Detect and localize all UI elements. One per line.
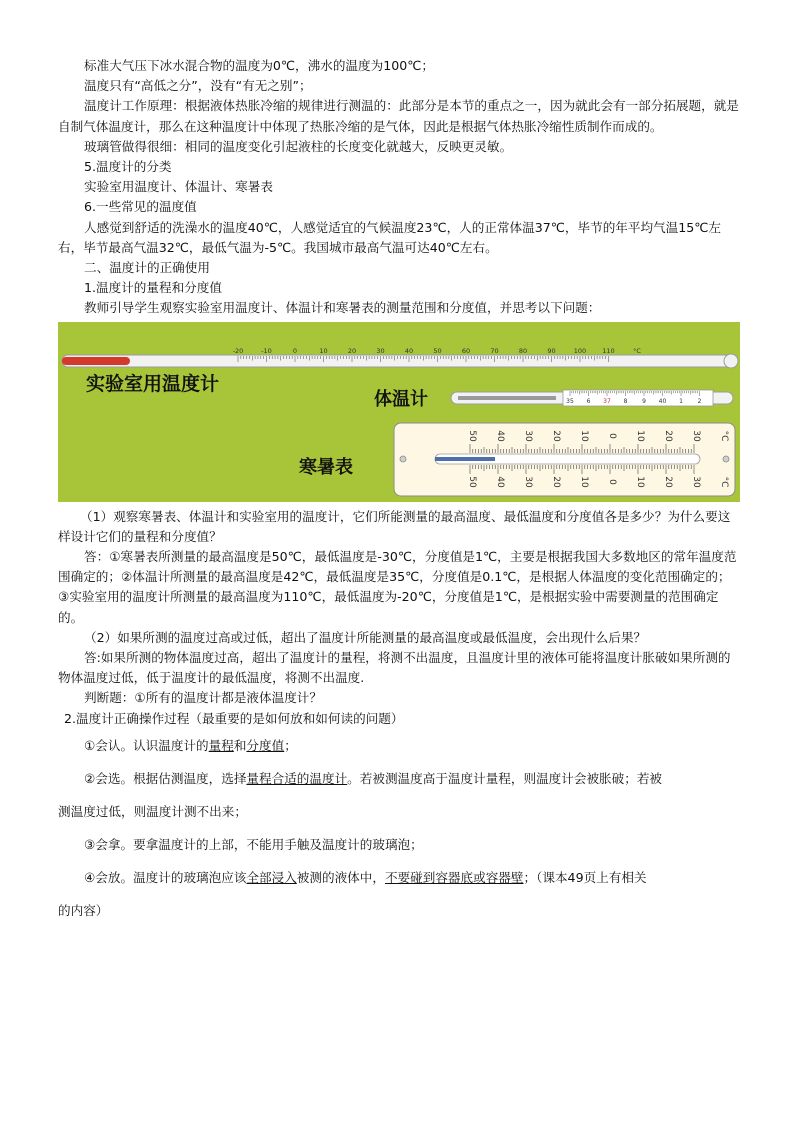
question-2: （2）如果所测的温度过高或过低，超出了温度计所能测量的最高温度或最低温度，会出现什么后果？ [84, 629, 647, 645]
lab-scale-label: 10 [319, 346, 328, 355]
lab-scale-label: 50 [433, 346, 442, 355]
lab-thermometer-label: 实验室用温度计 [86, 372, 220, 395]
thermometer-illustration [58, 322, 740, 502]
suitable-range-term: 量程合适的温度计 [246, 770, 348, 786]
weather-scale-label-bottom: 30 [523, 475, 533, 488]
lab-scale-label: 110 [602, 346, 615, 355]
clinical-scale-label: 9 [642, 397, 646, 405]
no-touch-term: 不要碰到容器底或容器壁 [384, 869, 524, 885]
section-heading: 2.温度计正确操作过程（最重要的是如何放和如何读的问题） [64, 710, 404, 726]
step-4-continued: 的内容） [58, 902, 109, 918]
weather-scale-label-bottom: °C [719, 476, 729, 488]
lab-thermometer [62, 347, 738, 368]
answer-2: 答:如果所测的物体温度过高，超出了温度计的量程，将测不出温度，且温度计里的液体可能将温度计胀破如果所测的物体温度过低，低于温度计的最低温度，将测不出温度. [58, 650, 731, 686]
paragraph: 教师引导学生观察实验室用温度计、体温计和寒暑表的测量范围和分度值，并思考以下问题： [84, 300, 601, 316]
lab-scale-label: 90 [547, 346, 556, 355]
section-heading: 5.温度计的分类 [84, 159, 172, 175]
paragraph: 温度计工作原理：根据液体热胀冷缩的规律进行测温的：此部分是本节的重点之一，因为就此会有一部分拓展题，就是自制气体温度计，那么在这种温度计中体现了热胀冷缩的是气体，因此是根据气体热胀冷缩性质制作而成的。 [58, 98, 739, 134]
clinical-scale-label: 6 [586, 397, 591, 405]
weather-thermometer [394, 423, 735, 496]
clinical-thermometer-label: 体温计 [374, 388, 428, 410]
clinical-scale-label: 40 [658, 397, 667, 405]
answer-1: 答：①寒暑表所测量的最高温度是50℃，最低温度是-30℃，分度值是1℃，主要是根据我国大多数地区的常年温度范围确定的；②体温计所测量的最高温度是42℃，最低温度是35℃，分度值是0.1℃，是根据人体温度的变化范围确定的；③实验室用的温度计所测量的最高温度为110℃，最低温度为-20℃，分度值是1℃，是根据实验中需要测量的范围确定的。 [58, 549, 737, 625]
weather-scale-label-top: 20 [663, 429, 673, 442]
question-1: （1）观察寒暑表、体温计和实验室用的温度计，它们所能测量的最高温度、最低温度和分度值各是多少？为什么要这样设计它们的量程和分度值？ [58, 508, 731, 544]
weather-scale-label-bottom: 50 [467, 475, 477, 488]
division-term: 分度值 [246, 737, 285, 753]
weather-scale-label-top: 30 [691, 429, 701, 442]
step-2: ②会选。根据估测温度，选择量程合适的温度计。若被测温度高于温度计量程，则温度计会被胀破；若被 [84, 770, 663, 786]
weather-scale-label-bottom: 10 [579, 475, 589, 488]
weather-scale-label-top: 20 [551, 429, 561, 442]
paragraph: 实验室用温度计、体温计、寒暑表 [84, 179, 273, 195]
section-heading: 6.一些常见的温度值 [84, 199, 197, 215]
range-term: 量程 [208, 737, 234, 753]
weather-scale-label-bottom: 30 [691, 475, 701, 488]
weather-scale-label-top: 10 [579, 429, 589, 442]
lab-scale-label: 20 [347, 346, 357, 355]
lab-scale-label: 60 [461, 346, 471, 355]
weather-scale-label-top: 0 [607, 432, 617, 439]
lab-scale-label: -20 [232, 346, 244, 355]
lab-scale-label: 30 [376, 346, 385, 355]
section-heading: 1.温度计的量程和分度值 [84, 280, 222, 296]
weather-scale-label-bottom: 40 [495, 475, 505, 488]
weather-scale-label-bottom: 20 [663, 475, 673, 488]
clinical-scale-label: 1 [679, 397, 683, 405]
weather-thermometer-label: 寒暑表 [299, 456, 353, 478]
clinical-scale-label: 37 [603, 397, 611, 405]
lab-scale-label: 70 [490, 346, 499, 355]
weather-scale-label-bottom: 20 [551, 475, 561, 488]
paragraph: 标准大气压下冰水混合物的温度为0℃，沸水的温度为100℃； [84, 58, 434, 73]
clinical-scale-label: 8 [623, 397, 628, 405]
step-3: ③会拿。要拿温度计的上部，不能用手触及温度计的玻璃泡； [84, 836, 423, 852]
thermometer-figure [58, 322, 740, 502]
weather-scale-label-top: 10 [635, 429, 645, 442]
fully-immersed-term: 全部浸入 [246, 869, 297, 885]
clinical-scale-label: 35 [566, 397, 574, 405]
step-4: ④会放。温度计的玻璃泡应该全部浸入被测的液体中，不要碰到容器底或容器壁；（课本49页上有相关 [84, 869, 647, 885]
clinical-scale-label: 2 [697, 397, 702, 405]
lab-scale-label: 80 [518, 346, 528, 355]
step-2-continued: 测温度过低，则温度计测不出来； [58, 803, 247, 819]
weather-scale-label-top: 40 [495, 429, 505, 442]
section-heading: 二、温度计的正确使用 [84, 260, 210, 276]
document-page [58, 56, 740, 927]
lab-scale-label: -10 [261, 346, 272, 355]
clinical-thermometer [451, 390, 733, 406]
lab-scale-label: °C [633, 346, 641, 355]
lab-scale-label: 0 [292, 346, 298, 355]
paragraph: 温度只有“高低之分”，没有“有无之别”； [84, 78, 312, 94]
weather-scale-label-top: 30 [523, 429, 533, 442]
paragraph: 玻璃管做得很细：相同的温度变化引起液柱的长度变化就越大，反映更灵敏。 [84, 138, 513, 154]
weather-scale-label-top: 50 [467, 429, 477, 442]
paragraph: 人感觉到舒适的洗澡水的温度40℃，人感觉适宜的气候温度23℃，人的正常体温37℃，毕节的年平均气温15℃左右，毕节最高气温32℃，最低气温为-5℃。我国城市最高气温可达40℃左右。 [58, 219, 722, 255]
weather-scale-label-bottom: 10 [635, 475, 645, 488]
step-1: ①会认。认识温度计的量程和分度值； [84, 737, 297, 753]
lab-scale-label: 100 [573, 346, 587, 355]
weather-scale-label-bottom: 0 [607, 478, 617, 485]
weather-scale-label-top: °C [719, 430, 729, 442]
lab-scale-label: 40 [404, 346, 414, 355]
judgement-question: 判断题：①所有的温度计都是液体温度计？ [84, 690, 322, 706]
